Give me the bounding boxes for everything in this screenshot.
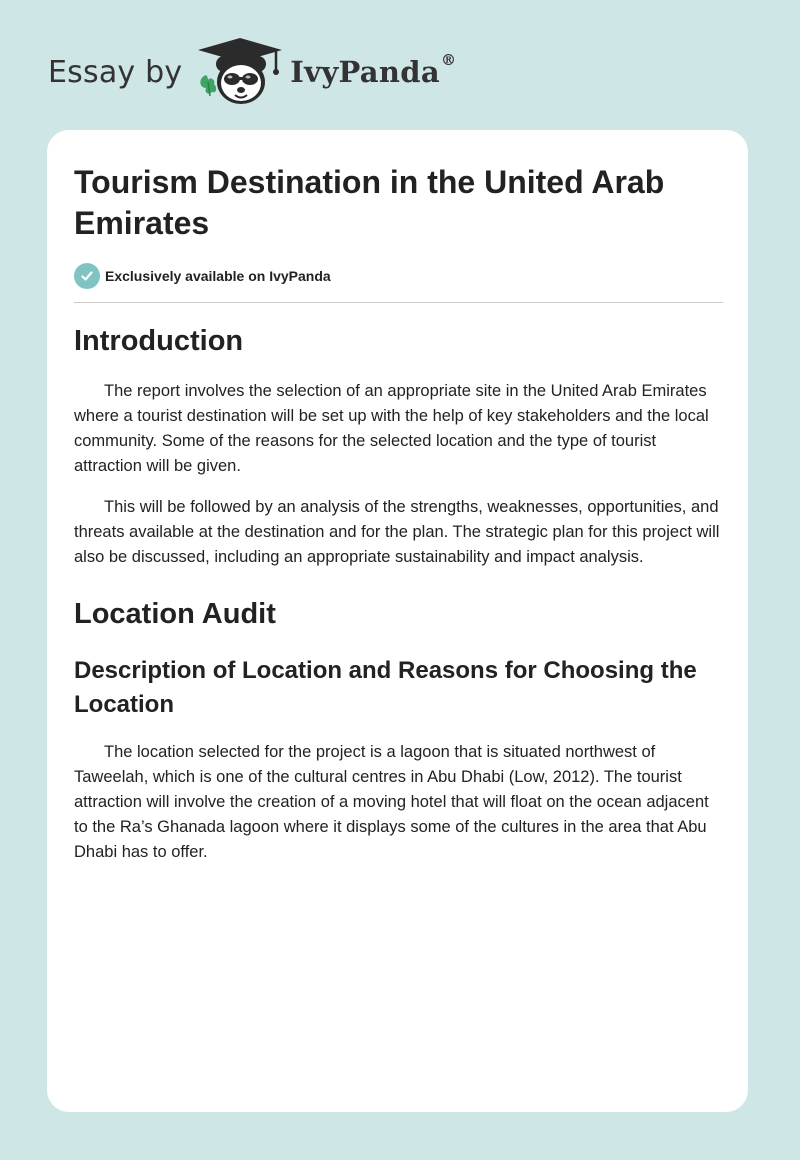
location-audit-heading: Location Audit <box>74 598 276 630</box>
location-description-paragraph: The location selected for the project is a lagoon that is situated northwest of Taweelah, which is one of the cultural centres in Abu Dhabi (Low, 2012). The tourist attraction will involve the creation of a moving hotel that will float on the ocean adjacent to the Ra’s Ghanada lagoon where it displays some of the cultures in the area that Abu Dhabi has to offer. <box>74 743 709 861</box>
article-card <box>47 130 748 1112</box>
exclusive-badge <box>74 262 724 290</box>
location-description-heading: Description of Location and Reasons for Choosing the Location <box>74 657 697 718</box>
exclusive-text: Exclusively available on IvyPanda <box>105 268 331 284</box>
article-content <box>74 162 724 865</box>
brand-name[interactable]: IvyPanda® <box>290 51 457 89</box>
check-icon <box>74 263 100 289</box>
article-title: Tourism Destination in the United Arab Emirates <box>74 164 665 241</box>
essay-by-label: Essay by <box>48 54 183 90</box>
introduction-paragraph-1: The report involves the selection of an appropriate site in the United Arab Emirates where a tourist destination will be set up with the help of key stakeholders and the local community. Some of the reasons for the selected location and the type of tourist attraction will be given. <box>74 382 709 475</box>
introduction-heading: Introduction <box>74 325 244 357</box>
site-header <box>48 36 456 108</box>
panda-graduate-icon[interactable] <box>196 36 288 108</box>
divider <box>74 302 723 303</box>
introduction-paragraph-2: This will be followed by an analysis of the strengths, weaknesses, opportunities, and threats available at the destination and for the plan. The strategic plan for this project will also be discussed, including an appropriate sustainability and impact analysis. <box>74 498 720 566</box>
registered-mark: ® <box>440 51 457 69</box>
